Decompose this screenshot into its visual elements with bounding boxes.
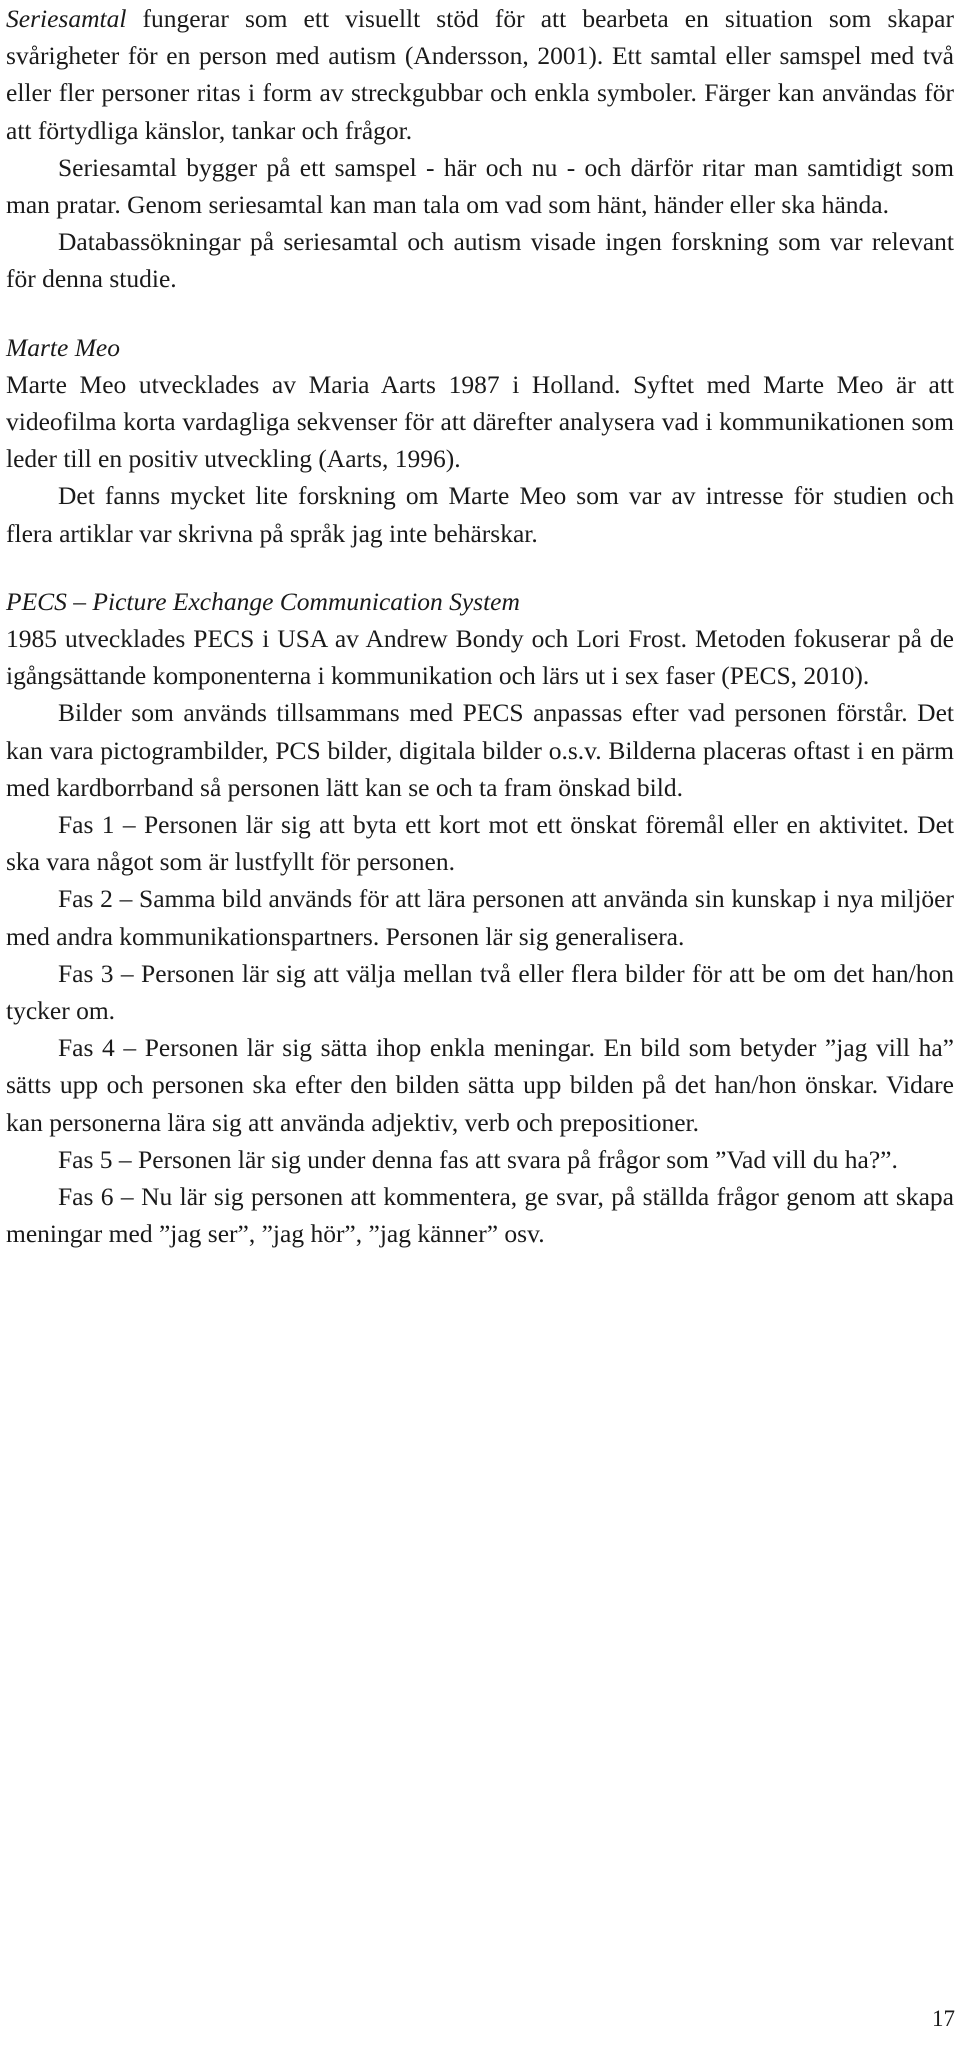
pecs-fas-1: Fas 1 – Personen lär sig att byta ett kort mot ett önskat föremål eller en aktivitet. Det ska vara något som är lustfyllt för personen. — [6, 810, 954, 877]
marte-meo-paragraph-1: Marte Meo utvecklades av Maria Aarts 1987 i Holland. Syftet med Marte Meo är att videofilma korta vardagliga sekvenser för att därefter analysera vad i kommunikationen som leder till en positiv utveckling (Aarts, 1996). — [6, 369, 954, 474]
seriesamtal-paragraph-3: Databassökningar på seriesamtal och autism visade ingen forskning som var relevant för denna studie. — [6, 227, 954, 294]
seriesamtal-paragraph-1-text: fungerar som ett visuellt stöd för att bearbeta en situation som skapar svårigheter för en person med autism (Andersson, 2001). Ett samtal eller samspel med två eller fler personer ritas i form av streckgubbar och enkla symboler. Färger kan användas för att förtydliga känslor, tankar och frågor. — [6, 4, 954, 145]
pecs-fas-4: Fas 4 – Personen lär sig sätta ihop enkla meningar. En bild som betyder ”jag vill ha” sätts upp och personen ska efter den bilden sätta upp bilden på det han/hon önskar. Vidare kan personerna lära sig att använda adjektiv, verb och prepositioner. — [6, 1033, 954, 1137]
pecs-fas-3: Fas 3 – Personen lär sig att välja mellan två eller flera bilder för att be om det han/hon tycker om. — [6, 958, 954, 1026]
pecs-fas-6: Fas 6 – Nu lär sig personen att kommentera, ge svar, på ställda frågor genom att skapa meningar med ”jag ser”, ”jag hör”, ”jag känner” osv. — [6, 1182, 954, 1249]
pecs-heading: PECS – Picture Exchange Communication System — [6, 586, 520, 616]
pecs-paragraph-1: 1985 utvecklades PECS i USA av Andrew Bondy och Lori Frost. Metoden fokuserar på de igångsättande komponenterna i kommunikation och lärs ut i sex faser (PECS, 2010). — [6, 624, 954, 691]
marte-meo-heading: Marte Meo — [6, 332, 121, 362]
pecs-fas-5: Fas 5 – Personen lär sig under denna fas att svara på frågor som ”Vad vill du ha?”. — [58, 1144, 898, 1174]
pecs-fas-2: Fas 2 – Samma bild används för att lära personen att använda sin kunskap i nya miljöer med andra kommunikationspartners. Personen lär sig generalisera. — [6, 884, 954, 951]
marte-meo-paragraph-2: Det fanns mycket lite forskning om Marte Meo som var av intresse för studien och flera artiklar var skrivna på språk jag inte behärskar. — [6, 481, 954, 548]
page-number: 17 — [932, 2006, 955, 2031]
document-page — [6, 0, 954, 1253]
seriesamtal-paragraph-2: Seriesamtal bygger på ett samspel - här och nu - och därför ritar man samtidigt som man pratar. Genom seriesamtal kan man tala om vad som hänt, händer eller ska hända. — [6, 152, 954, 220]
pecs-paragraph-2: Bilder som används tillsammans med PECS anpassas efter vad personen förstår. Det kan vara pictogrambilder, PCS bilder, digitala bilder o.s.v. Bilderna placeras oftast i en pärm med kardborrband så personen lätt kan se och ta fram önskad bild. — [6, 698, 954, 802]
seriesamtal-term: Seriesamtal — [6, 4, 127, 33]
seriesamtal-paragraph-1 — [6, 0, 954, 149]
